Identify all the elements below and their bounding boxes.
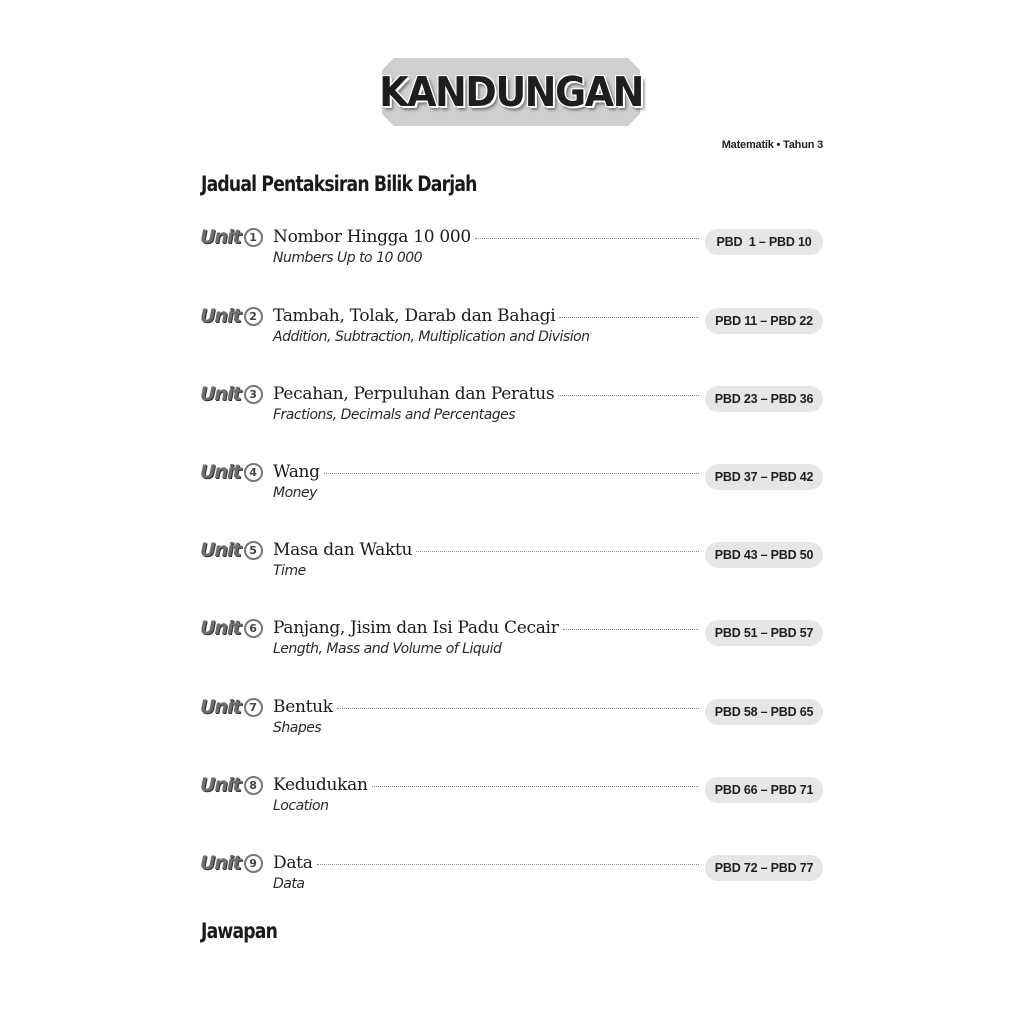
unit-number-badge: 4 [244, 463, 263, 482]
unit-tag [200, 616, 263, 640]
unit-label: Unit [200, 774, 241, 796]
unit-label: Unit [200, 539, 241, 561]
unit-title: Data [273, 853, 313, 873]
unit-title-line [273, 775, 699, 797]
dot-leader [563, 629, 699, 630]
dot-leader [559, 317, 699, 318]
unit-tag [200, 460, 263, 484]
unit-subtitle: Shapes [273, 720, 322, 736]
pbd-range-badge: PBD 11 – PBD 22 [705, 308, 823, 334]
unit-label: Unit [200, 383, 241, 405]
page-title: KANDUNGAN [379, 68, 643, 116]
unit-number-badge: 2 [244, 307, 263, 326]
unit-title-line [273, 462, 699, 484]
pbd-range-badge: PBD 1 – PBD 10 [705, 229, 823, 255]
unit-subtitle: Fractions, Decimals and Percentages [273, 407, 516, 423]
unit-number-badge: 9 [244, 854, 263, 873]
dot-leader [317, 864, 699, 865]
unit-label: Unit [200, 617, 241, 639]
unit-row[interactable] [0, 225, 1024, 275]
dot-leader [416, 551, 699, 552]
unit-tag [200, 773, 263, 797]
unit-subtitle: Location [273, 798, 329, 814]
section-heading-answers[interactable]: Jawapan [201, 919, 278, 943]
unit-row[interactable] [0, 695, 1024, 745]
unit-tag [200, 304, 263, 328]
unit-subtitle: Money [273, 485, 317, 501]
unit-title: Kedudukan [273, 775, 368, 795]
unit-number-badge: 7 [244, 698, 263, 717]
unit-label: Unit [200, 852, 241, 874]
pbd-range-badge: PBD 23 – PBD 36 [705, 386, 823, 412]
unit-title: Tambah, Tolak, Darab dan Bahagi [273, 306, 556, 326]
dot-leader [372, 786, 699, 787]
unit-title-line [273, 306, 699, 328]
unit-tag [200, 225, 263, 249]
unit-title-line [273, 697, 699, 719]
unit-row[interactable] [0, 382, 1024, 432]
unit-subtitle: Time [273, 563, 306, 579]
unit-subtitle: Length, Mass and Volume of Liquid [273, 641, 502, 657]
unit-tag [200, 851, 263, 875]
unit-subtitle: Addition, Subtraction, Multiplication and Division [273, 329, 590, 345]
unit-number-badge: 3 [244, 385, 263, 404]
unit-title-line [273, 227, 699, 249]
pbd-range-badge: PBD 66 – PBD 71 [705, 777, 823, 803]
unit-number-badge: 6 [244, 619, 263, 638]
subject-label: Matematik • Tahun 3 [721, 139, 823, 151]
unit-row[interactable] [0, 616, 1024, 666]
unit-label: Unit [200, 305, 241, 327]
unit-title: Wang [273, 462, 320, 482]
unit-row[interactable] [0, 538, 1024, 588]
unit-title-line [273, 618, 699, 640]
unit-row[interactable] [0, 851, 1024, 901]
unit-title: Panjang, Jisim dan Isi Padu Cecair [273, 618, 559, 638]
unit-subtitle: Numbers Up to 10 000 [273, 250, 423, 266]
unit-label: Unit [200, 696, 241, 718]
unit-tag [200, 695, 263, 719]
unit-title: Pecahan, Perpuluhan dan Peratus [273, 384, 555, 404]
unit-label: Unit [200, 461, 241, 483]
unit-title-line [273, 384, 699, 406]
unit-label: Unit [200, 226, 241, 248]
unit-row[interactable] [0, 460, 1024, 510]
unit-title: Bentuk [273, 697, 333, 717]
dot-leader [337, 708, 699, 709]
unit-row[interactable] [0, 773, 1024, 823]
unit-subtitle: Data [273, 876, 305, 892]
pbd-range-badge: PBD 37 – PBD 42 [705, 464, 823, 490]
unit-tag [200, 382, 263, 406]
unit-tag [200, 538, 263, 562]
dot-leader [324, 473, 699, 474]
pbd-range-badge: PBD 51 – PBD 57 [705, 620, 823, 646]
section-heading-assessment: Jadual Pentaksiran Bilik Darjah [201, 172, 477, 196]
pbd-range-badge: PBD 58 – PBD 65 [705, 699, 823, 725]
pbd-range-badge: PBD 72 – PBD 77 [705, 855, 823, 881]
unit-title: Nombor Hingga 10 000 [273, 227, 471, 247]
unit-number-badge: 1 [244, 228, 263, 247]
dot-leader [475, 238, 699, 239]
pbd-range-badge: PBD 43 – PBD 50 [705, 542, 823, 568]
unit-row[interactable] [0, 304, 1024, 354]
unit-number-badge: 5 [244, 541, 263, 560]
unit-number-badge: 8 [244, 776, 263, 795]
unit-title: Masa dan Waktu [273, 540, 413, 560]
unit-title-line [273, 853, 699, 875]
dot-leader [558, 395, 699, 396]
unit-title-line [273, 540, 699, 562]
